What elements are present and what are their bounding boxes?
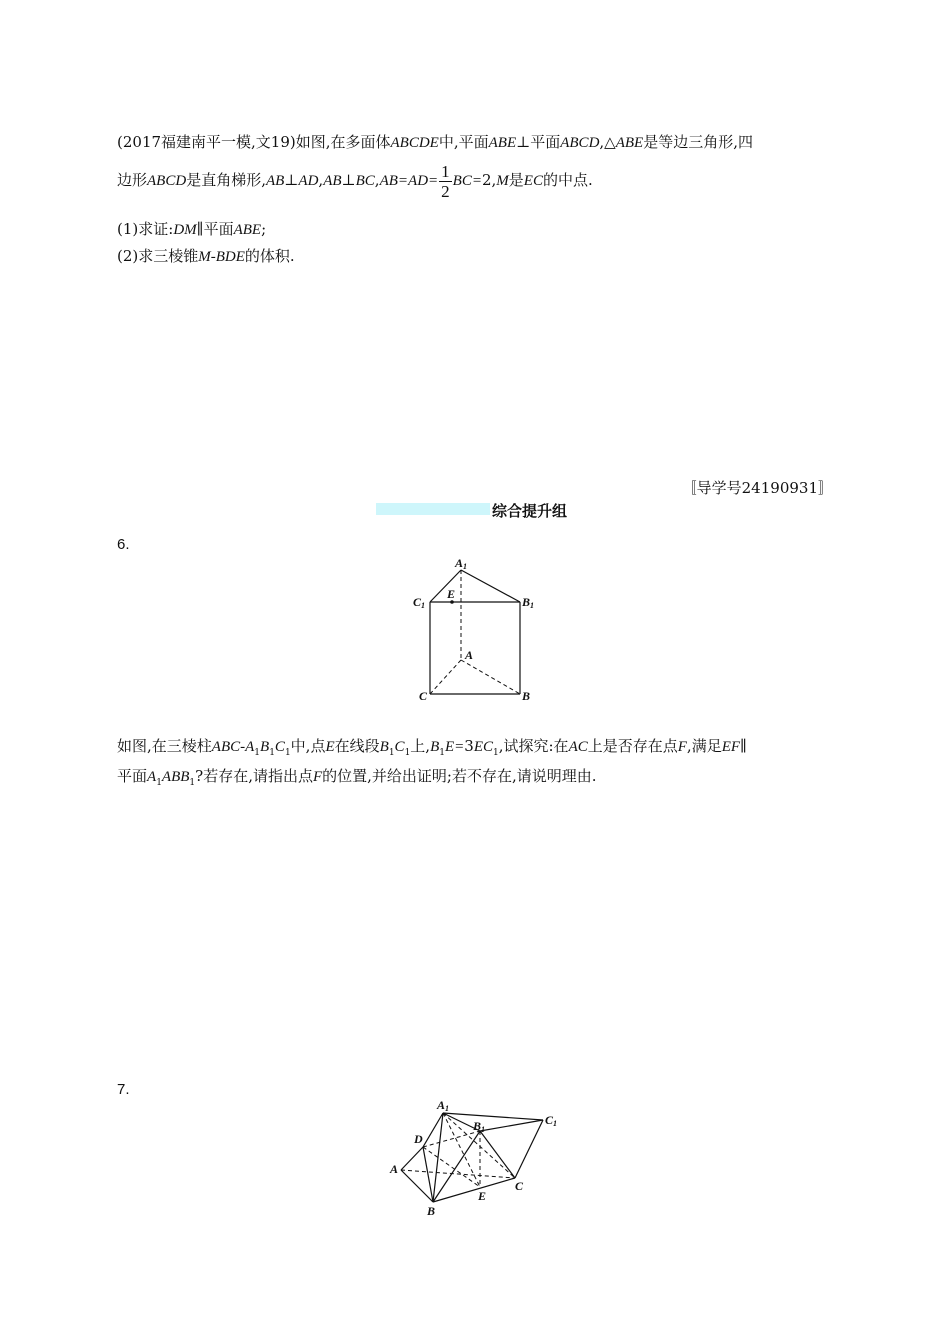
problem5-question1: (1)求证:DM∥平面ABE;: [117, 220, 267, 238]
edge-a1c1: [443, 1113, 543, 1120]
label-c1: C1: [545, 1113, 558, 1128]
edge-de-hidden: [423, 1147, 480, 1187]
problem6-number: 6.: [117, 536, 130, 553]
prism-figure-7: [385, 1098, 565, 1220]
problem6-text-line2: 平面$A_1ABB_1$?若存在,请指出点F的位置,并给出证明;若不存在,请说明理由.: [117, 767, 597, 788]
problem6-text-line1: 如图,在三棱柱ABC-$A_1B_1C_1$中,点E在线段$B_1C_1$上$,B_1E=3EC_1$,试探究:在AC上是否存在点F,满足EF∥: [117, 737, 747, 758]
edge-c1c: [515, 1120, 543, 1178]
label-b: B: [427, 1204, 436, 1218]
label-b1: B1: [522, 595, 535, 610]
label-e: E: [447, 587, 456, 601]
edge-b1c: [480, 1131, 515, 1178]
label-e: E: [478, 1189, 487, 1203]
problem7-number: 7.: [117, 1081, 130, 1098]
edge-a1c1: [430, 570, 461, 602]
label-a: A: [390, 1162, 399, 1176]
problem5-question2: (2)求三棱锥M-BDE的体积.: [117, 247, 295, 265]
fraction-one-half: $\frac{1}{2}$: [441, 161, 450, 201]
label-a: A: [465, 648, 474, 662]
label-a1: A1: [437, 1098, 450, 1113]
problem5-line2: 边形ABCD是直角梯形,AB⊥AD,AB⊥BC,AB=AD= $\frac{1}{2}$ BC=2,M是EC的中点.: [117, 161, 593, 201]
section-title: 综合提升组: [492, 502, 568, 520]
guide-reference-number: 〚导学号24190931〛: [681, 479, 833, 497]
edge-a1b1: [461, 570, 520, 602]
label-a1: A1: [455, 556, 468, 571]
section-title-band: [376, 503, 490, 515]
label-c: C: [419, 689, 428, 703]
label-b1: B1: [473, 1119, 486, 1134]
label-c: C: [515, 1179, 524, 1193]
label-b: B: [522, 689, 531, 703]
edge-da: [401, 1147, 423, 1170]
prism-figure-6: [410, 552, 540, 704]
edge-bc: [433, 1178, 515, 1202]
edge-b1c1: [480, 1120, 543, 1131]
label-d: D: [414, 1132, 423, 1146]
label-c1: C1: [413, 595, 426, 610]
problem5-line1: (2017福建南平一模,文19)如图,在多面体ABCDE中,平面ABE⊥平面ABCD,△ABE是等边三角形,四: [117, 133, 753, 151]
edge-ab-hidden: [461, 660, 520, 694]
edge-ac-hidden: [430, 660, 461, 694]
